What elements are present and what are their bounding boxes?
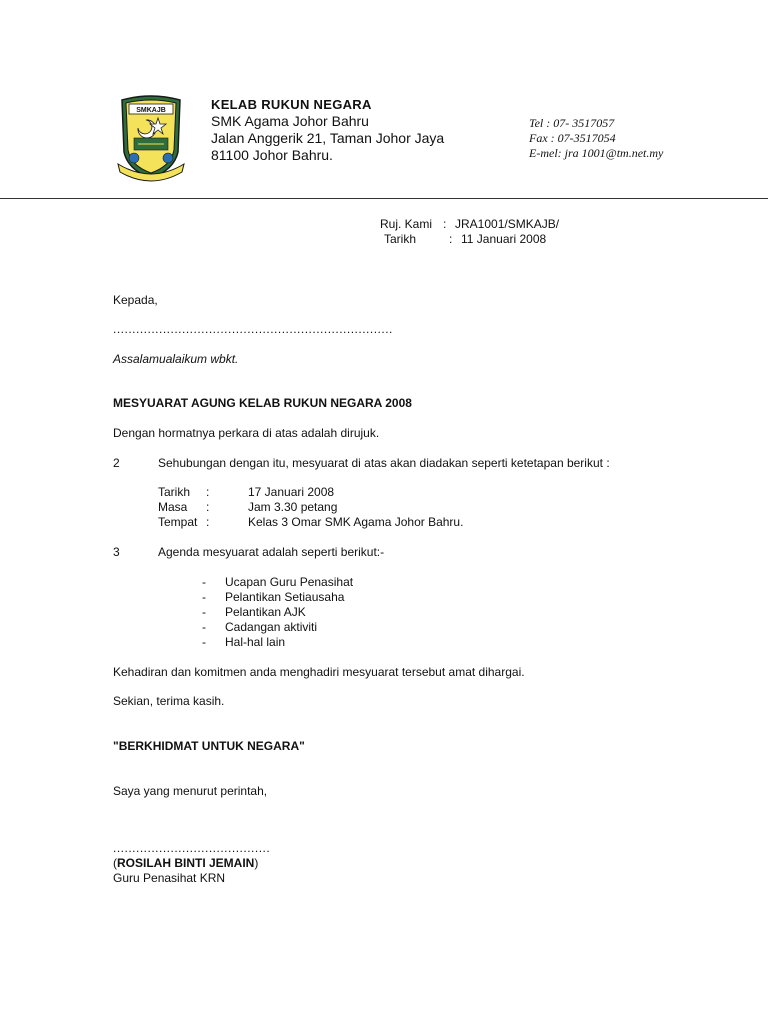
signatory-close-paren: ) — [254, 856, 259, 870]
intro-paragraph: Dengan hormatnya perkara di atas adalah dirujuk. — [113, 426, 380, 440]
agenda-bullet: - — [202, 620, 206, 634]
agenda-item: Pelantikan AJK — [225, 605, 306, 619]
logo-text: SMKAJB — [136, 107, 166, 114]
paragraph-3-number: 3 — [113, 545, 120, 559]
organization-name: KELAB RUKUN NEGARA — [211, 97, 372, 112]
letter-heading: MESYUARAT AGUNG KELAB RUKUN NEGARA 2008 — [113, 396, 412, 410]
signatory-open-paren: ( — [113, 856, 117, 870]
date-separator: : — [449, 232, 453, 246]
recipient-line: ......................................................................... — [113, 322, 393, 336]
motto: "BERKHIDMAT UNTUK NEGARA" — [113, 739, 305, 753]
agenda-bullet: - — [202, 575, 206, 589]
paragraph-2-text: Sehubungan dengan itu, mesyuarat di atas akan diadakan seperti ketetapan berikut : — [158, 456, 610, 470]
school-crest-logo — [116, 94, 186, 186]
date-label: Tarikh — [384, 232, 417, 246]
agenda-bullet: - — [202, 605, 206, 619]
detail-date-value: 17 Januari 2008 — [248, 485, 335, 499]
closing-paragraph: Kehadiran dan komitmen anda menghadiri mesyuarat tersebut amat dihargai. — [113, 665, 525, 679]
salutation-kepada: Kepada, — [113, 293, 158, 307]
letter-date: 11 Januari 2008 — [461, 232, 547, 246]
agenda-item: Ucapan Guru Penasihat — [225, 575, 354, 589]
reference-separator: : — [443, 217, 447, 231]
detail-time-value: Jam 3.30 petang — [248, 500, 338, 514]
detail-venue-label: Tempat — [158, 515, 198, 529]
letterhead-divider — [0, 198, 768, 199]
signature-line: ......................................... — [113, 841, 271, 855]
address-line-3: 81100 Johor Bahru. — [211, 147, 333, 163]
detail-venue-value: Kelas 3 Omar SMK Agama Johor Bahru. — [248, 515, 464, 529]
agenda-bullet: - — [202, 590, 206, 604]
sign-off: Saya yang menurut perintah, — [113, 784, 268, 798]
closing-thanks: Sekian, terima kasih. — [113, 694, 225, 708]
fax-number: Fax : 07-3517054 — [529, 131, 616, 145]
detail-date-label: Tarikh — [158, 485, 191, 499]
agenda-item: Pelantikan Setiausaha — [225, 590, 345, 604]
paragraph-3-text: Agenda mesyuarat adalah seperti berikut:- — [158, 545, 385, 559]
address-line-2: Jalan Anggerik 21, Taman Johor Jaya — [211, 130, 445, 146]
detail-venue-separator: : — [206, 515, 210, 529]
detail-time-separator: : — [206, 500, 210, 514]
signatory-name: ROSILAH BINTI JEMAIN — [117, 856, 255, 870]
telephone-number: Tel : 07- 3517057 — [529, 116, 615, 130]
detail-date-separator: : — [206, 485, 210, 499]
address-line-1: SMK Agama Johor Bahru — [211, 113, 369, 129]
agenda-bullet: - — [202, 635, 206, 649]
signatory-title: Guru Penasihat KRN — [113, 871, 226, 885]
agenda-item: Hal-hal lain — [225, 635, 286, 649]
paragraph-2-number: 2 — [113, 456, 120, 470]
agenda-item: Cadangan aktiviti — [225, 620, 318, 634]
detail-time-label: Masa — [158, 500, 188, 514]
signatory-name-line — [113, 856, 258, 870]
reference-number: JRA1001/SMKAJB/ — [455, 217, 560, 231]
email-address[interactable]: E-mel: jra 1001@tm.net.my — [529, 146, 664, 160]
reference-label: Ruj. Kami — [380, 217, 433, 231]
greeting: Assalamualaikum wbkt. — [113, 352, 239, 366]
